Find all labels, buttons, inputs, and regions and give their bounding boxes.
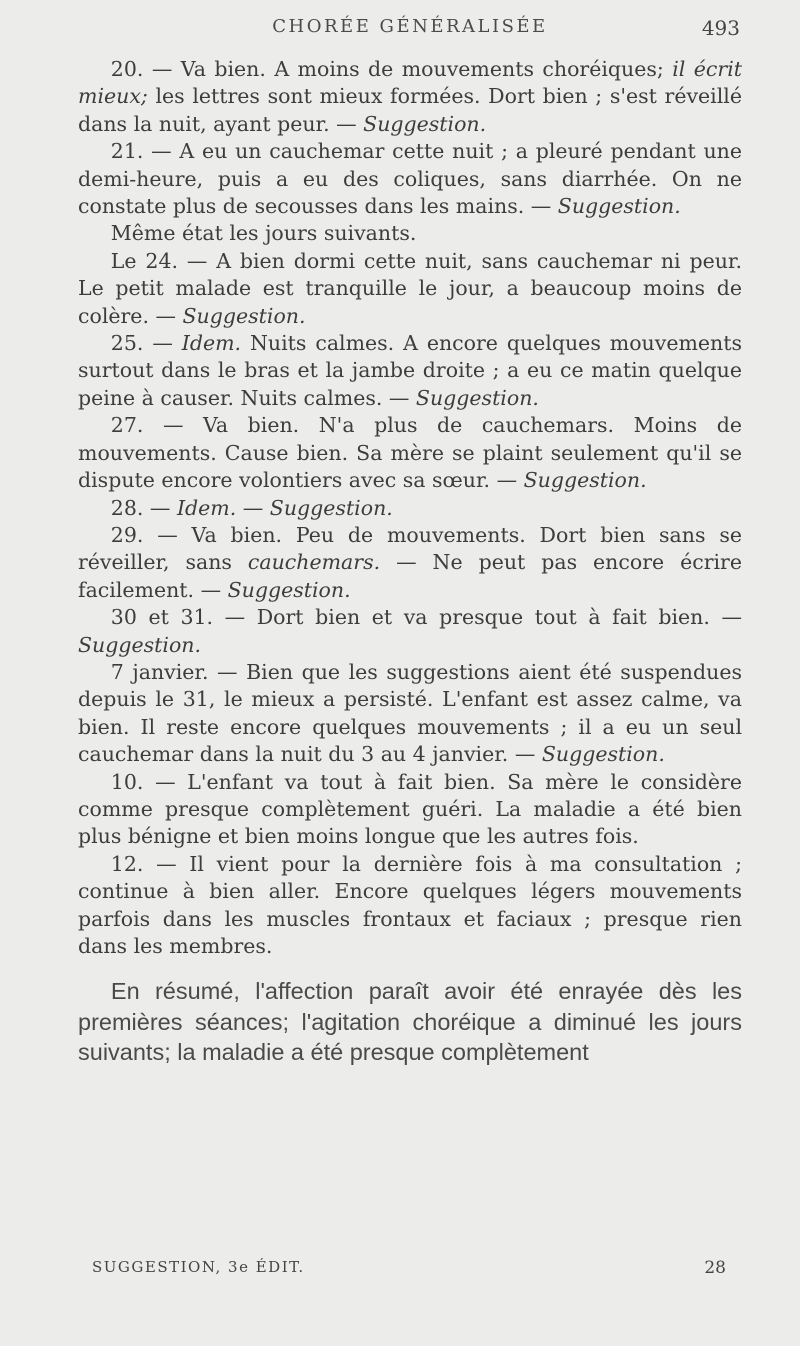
entry-text: Le 24. — A bien dormi cette nuit, sans cauchemar ni peur. Le petit malade est tranquille le jour, a beaucoup moins de colère. — <box>78 248 742 328</box>
entry-paragraph <box>78 604 742 659</box>
entry-paragraph <box>78 220 742 247</box>
entry-text: 29. — Va bien. Peu de mouvements. Dort bien sans se réveiller, sans <box>78 522 742 575</box>
entry-text: 7 janvier. — Bien que les suggestions aient été suspendues depuis le 31, le mieux a persisté. L'enfant est assez calme, va bien. Il reste encore quelques mouvements ; il a eu un seul cauchemar dans la nuit du 3 au 4 janvier. — <box>78 659 742 767</box>
entry-suggestion: Suggestion. <box>182 303 306 328</box>
entry-text: 10. — L'enfant va tout à fait bien. Sa mère le considère comme presque complètement guéri. La maladie a été bien plus bénigne et bien moins longue que les autres fois. <box>78 769 742 849</box>
entry-italic: il écrit mieux; <box>78 57 743 109</box>
running-title: CHORÉE GÉNÉRALISÉE <box>272 16 548 37</box>
entry-text: 12. — Il vient pour la dernière fois à ma consultation ; continue à bien aller. Encore quelques légers mouvements parfois dans les muscles frontaux et faciaux ; presque rien dans les membres. <box>78 851 742 958</box>
entry-suggestion: Suggestion. <box>78 632 201 657</box>
summary-paragraph: En résumé, l'affection paraît avoir été enrayée dès les premières séances; l'agitation choréique a diminué les jours suivants; la maladie a été presque complètement <box>78 978 742 1066</box>
entry-text: 20. — Va bien. A moins de mouvements choréiques; <box>110 57 673 81</box>
footer <box>78 1258 742 1282</box>
entry-paragraph <box>78 495 742 522</box>
entry-suggestion: Suggestion. <box>415 385 539 410</box>
entry-paragraph <box>78 330 742 412</box>
entry-suggestion: Suggestion. <box>363 111 487 136</box>
entry-italic: Idem. <box>181 331 242 356</box>
entry-text: 30 et 31. — Dort bien et va presque tout à fait bien. — <box>110 605 742 630</box>
entry-paragraph <box>78 769 742 851</box>
entry-paragraph <box>78 659 742 769</box>
entry-text: — <box>236 495 270 520</box>
entry-text: 25. — <box>110 331 182 356</box>
entry-suggestion: Suggestion. <box>557 194 681 219</box>
printer-signature: SUGGESTION, 3e ÉDIT. <box>92 1258 305 1276</box>
case-entries <box>78 56 742 960</box>
entry-paragraph <box>78 248 742 330</box>
entry-paragraph <box>78 56 742 138</box>
entry-suggestion: Suggestion. <box>523 468 647 493</box>
entry-suggestion: Suggestion. <box>269 495 393 520</box>
entry-suggestion: Suggestion. <box>541 742 665 767</box>
entry-paragraph <box>78 138 742 220</box>
entry-text: Même état les jours suivants. <box>110 221 417 246</box>
entry-text: — Ne peut pas encore écrire facilement. — <box>78 550 742 602</box>
entry-italic: cauchemars. <box>247 550 381 575</box>
entry-text: Nuits calmes. A encore quelques mouvements surtout dans le bras et la jambe droite ; a eu ce matin quelque peine à causer. Nuits calmes. — <box>78 331 742 410</box>
entry-text: 21. — A eu un cauchemar cette nuit ; a pleuré pendant une demi-heure, puis a eu des coliques, sans diarrhée. On ne constate plus de secousses dans les mains. — <box>78 139 742 219</box>
page-number: 493 <box>701 16 740 40</box>
entry-paragraph <box>78 412 742 494</box>
body-text <box>78 56 742 1068</box>
entry-text: 28. — <box>110 495 177 520</box>
entry-italic: Idem. <box>176 495 237 520</box>
entry-paragraph <box>78 851 742 961</box>
entry-text: les lettres sont mieux formées. Dort bien ; s'est réveillé dans la nuit, ayant peur. — <box>78 84 742 136</box>
signature-number: 28 <box>704 1258 726 1278</box>
entry-suggestion: Suggestion. <box>227 577 351 602</box>
running-head <box>80 16 740 46</box>
entry-text: 27. — Va bien. N'a plus de cauchemars. Moins de mouvements. Cause bien. Sa mère se plaint seulement qu'il se dispute encore volontiers avec sa sœur. — <box>78 413 742 493</box>
entry-paragraph <box>78 522 742 604</box>
